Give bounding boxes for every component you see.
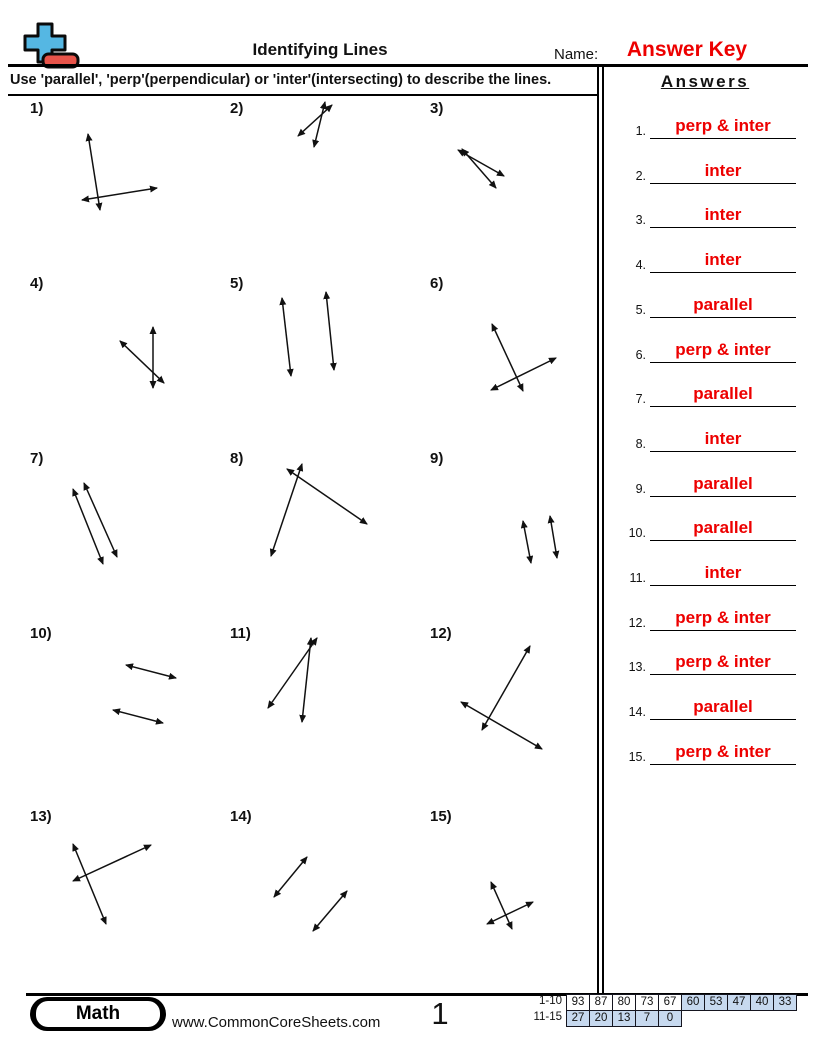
line-drawing bbox=[20, 808, 220, 976]
answer-value: parallel bbox=[650, 474, 796, 497]
answer-row bbox=[604, 245, 804, 273]
problem-cell bbox=[420, 100, 620, 268]
problem-number: 9) bbox=[430, 450, 444, 467]
problem-cell bbox=[20, 100, 220, 268]
problem-cell bbox=[420, 450, 620, 618]
line-drawing bbox=[220, 275, 420, 443]
line-drawing bbox=[20, 100, 220, 268]
line-drawing bbox=[20, 450, 220, 618]
answer-row bbox=[604, 603, 804, 631]
problem-cell bbox=[420, 808, 620, 976]
answer-number: 10. bbox=[628, 526, 646, 541]
answer-row bbox=[604, 156, 804, 184]
answers-title: Answers bbox=[660, 72, 750, 91]
problem-cell bbox=[20, 808, 220, 976]
answer-row bbox=[604, 379, 804, 407]
problem-cell bbox=[20, 275, 220, 443]
answer-value: inter bbox=[650, 563, 796, 586]
answer-row bbox=[604, 647, 804, 675]
answer-number: 14. bbox=[628, 705, 646, 720]
score-cell: 87 bbox=[589, 994, 613, 1011]
score-cell: 93 bbox=[566, 994, 590, 1011]
page-title: Identifying Lines bbox=[252, 40, 388, 59]
score-cell: 33 bbox=[773, 994, 797, 1011]
problem-number: 7) bbox=[30, 450, 44, 467]
problem-cell bbox=[20, 625, 220, 793]
answer-value: perp & inter bbox=[650, 742, 796, 765]
problem-cell bbox=[220, 808, 420, 976]
problem-number: 10) bbox=[30, 625, 52, 642]
answer-value: inter bbox=[650, 250, 796, 273]
answer-number: 11. bbox=[629, 571, 646, 585]
answer-row bbox=[604, 424, 804, 452]
score-cell: 67 bbox=[658, 994, 682, 1011]
answer-number: 5. bbox=[635, 302, 646, 317]
line-drawing bbox=[220, 808, 420, 976]
score-cell: 53 bbox=[704, 994, 728, 1011]
problem-number: 15) bbox=[430, 808, 452, 825]
answer-value: perp & inter bbox=[650, 652, 796, 675]
answer-number: 7. bbox=[635, 392, 646, 407]
score-row-label-2: 11-15 bbox=[533, 1011, 562, 1023]
answer-number: 2. bbox=[635, 168, 646, 183]
answer-value: parallel bbox=[650, 518, 796, 541]
problem-cell bbox=[220, 450, 420, 618]
score-row bbox=[566, 994, 797, 1011]
instruction-rule bbox=[8, 94, 598, 96]
answer-row bbox=[604, 335, 804, 363]
answer-number: 6. bbox=[635, 347, 646, 362]
problem-cell bbox=[220, 100, 420, 268]
problem-cell bbox=[420, 625, 620, 793]
line-drawing bbox=[420, 625, 620, 793]
problem-cell bbox=[420, 275, 620, 443]
answer-row bbox=[604, 692, 804, 720]
line-drawing bbox=[420, 808, 620, 976]
subject-badge-label: Math bbox=[36, 1001, 160, 1027]
line-drawing bbox=[220, 100, 420, 268]
score-cell: 47 bbox=[727, 994, 751, 1011]
score-cell: 7 bbox=[635, 1010, 659, 1027]
answer-value: perp & inter bbox=[650, 608, 796, 631]
answer-value: parallel bbox=[650, 295, 796, 318]
commoncoresheets-logo-icon bbox=[22, 20, 82, 70]
website-url: www.CommonCoreSheets.com bbox=[172, 1014, 381, 1031]
problem-number: 13) bbox=[30, 808, 52, 825]
line-drawing bbox=[220, 625, 420, 793]
answer-number: 1. bbox=[635, 124, 646, 138]
score-row bbox=[566, 1010, 682, 1027]
header-rule bbox=[8, 64, 808, 67]
problem-number: 14) bbox=[230, 808, 252, 825]
answer-row bbox=[604, 290, 804, 318]
score-cell: 73 bbox=[635, 994, 659, 1011]
score-cell: 60 bbox=[681, 994, 705, 1011]
problem-cell bbox=[220, 625, 420, 793]
answer-number: 9. bbox=[635, 481, 646, 496]
score-cell: 13 bbox=[612, 1010, 636, 1027]
subject-badge bbox=[30, 997, 166, 1031]
answer-value: inter bbox=[650, 161, 796, 184]
answer-number: 3. bbox=[635, 213, 646, 228]
score-cell: 20 bbox=[589, 1010, 613, 1027]
answer-number: 13. bbox=[628, 660, 646, 675]
answer-row bbox=[604, 737, 804, 765]
problem-number: 1) bbox=[30, 100, 44, 117]
answer-key-text: Answer Key bbox=[626, 38, 748, 61]
problem-number: 11) bbox=[230, 625, 251, 642]
answer-row bbox=[604, 469, 804, 497]
score-cell: 27 bbox=[566, 1010, 590, 1027]
answer-value: inter bbox=[650, 205, 796, 228]
answer-value: inter bbox=[650, 429, 796, 452]
problem-number: 2) bbox=[230, 100, 244, 117]
score-row-label-1: 1-10 bbox=[538, 995, 562, 1007]
problem-number: 8) bbox=[230, 450, 244, 467]
answer-value: parallel bbox=[650, 697, 796, 720]
score-cell: 0 bbox=[658, 1010, 682, 1027]
answer-value: perp & inter bbox=[650, 340, 796, 363]
problem-cell bbox=[220, 275, 420, 443]
answer-number: 12. bbox=[628, 615, 646, 630]
line-drawing bbox=[220, 450, 420, 618]
problem-number: 4) bbox=[30, 275, 44, 292]
answer-number: 4. bbox=[635, 258, 646, 273]
name-label: Name: bbox=[554, 46, 599, 63]
answer-row bbox=[604, 111, 804, 139]
line-drawing bbox=[20, 625, 220, 793]
answer-row bbox=[604, 513, 804, 541]
answer-row bbox=[604, 558, 804, 586]
problem-number: 12) bbox=[430, 625, 452, 642]
answer-number: 8. bbox=[635, 436, 646, 451]
score-cell: 40 bbox=[750, 994, 774, 1011]
answer-number: 15. bbox=[628, 749, 646, 764]
answer-row bbox=[604, 200, 804, 228]
line-drawing bbox=[420, 450, 620, 618]
line-drawing bbox=[420, 100, 620, 268]
problem-cell bbox=[20, 450, 220, 618]
answer-value: parallel bbox=[650, 384, 796, 407]
answer-value: perp & inter bbox=[650, 116, 796, 139]
problem-number: 6) bbox=[430, 275, 444, 292]
line-drawing bbox=[20, 275, 220, 443]
page-number: 1 bbox=[431, 996, 449, 1031]
line-drawing bbox=[420, 275, 620, 443]
score-cell: 80 bbox=[612, 994, 636, 1011]
problem-number: 3) bbox=[430, 100, 444, 117]
problem-number: 5) bbox=[230, 275, 244, 292]
instruction-text: Use 'parallel', 'perp'(perpendicular) or 'inter'(intersecting) to describe the lines. bbox=[10, 72, 552, 88]
